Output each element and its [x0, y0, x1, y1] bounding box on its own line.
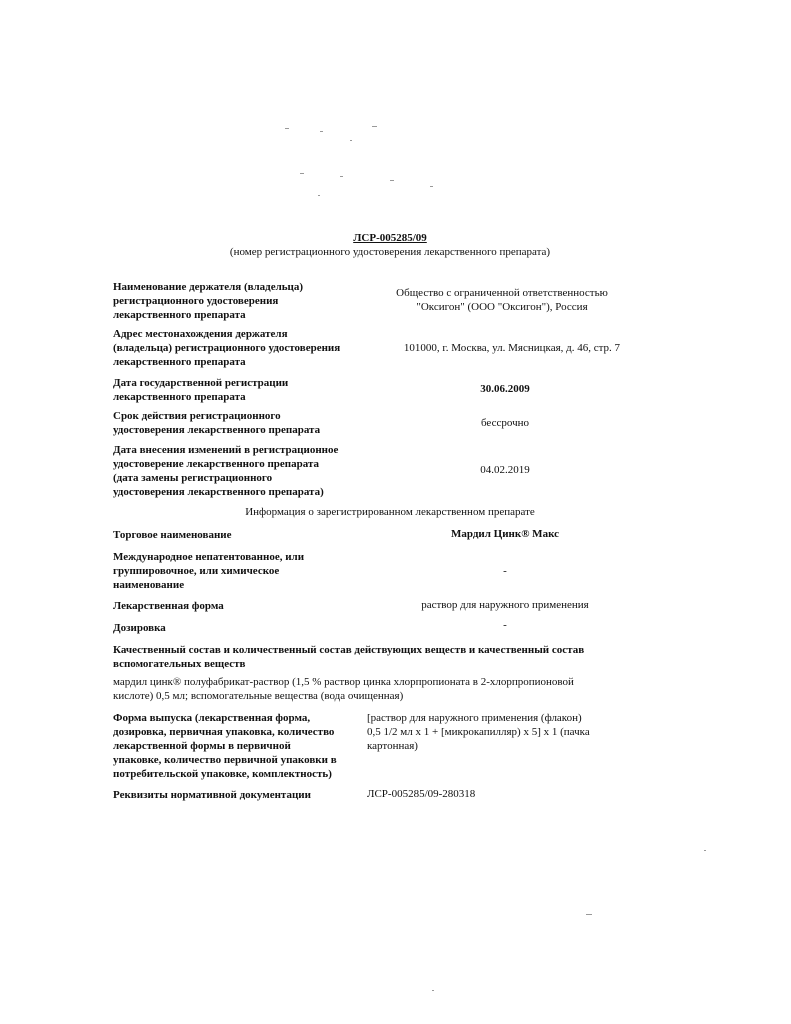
composition-heading-line: вспомогательных веществ [113, 658, 246, 670]
release-form-value-line: картонная) [367, 740, 418, 752]
registration-date-label-line: лекарственного препарата [113, 391, 246, 403]
dosage-form-value: раствор для наружного применения [421, 599, 589, 611]
address-label-line: (владельца) регистрационного удостоверения [113, 342, 341, 354]
release-form-label-line: упаковке, количество первичной упаковки в [113, 754, 337, 766]
holder-value-line: Общество с ограниченной ответственностью [396, 287, 608, 299]
address-label-line: Адрес местонахождения держателя [113, 328, 288, 340]
trade-name-value: Мардил Цинк® Макс [450, 528, 560, 540]
holder-label-line: Наименование держателя (владельца) [113, 281, 304, 293]
validity-value: бессрочно [480, 417, 529, 429]
registration-date-value: 30.06.2009 [480, 383, 530, 395]
changes-date-label-line: (дата замены регистрационного [113, 472, 273, 484]
inn-label-line: группировочное, или химическое [113, 565, 280, 577]
holder-value-line: "Оксигон" (ООО "Оксигон"), Россия [416, 301, 588, 313]
dosage-label: Дозировка [113, 622, 166, 634]
composition-heading-line: Качественный состав и количественный состав действующих веществ и качественный состав [113, 644, 585, 656]
holder-label-line: лекарственного препарата [113, 309, 246, 321]
changes-date-value: 04.02.2019 [480, 464, 530, 476]
changes-date-label-line: Дата внесения изменений в регистрационное [113, 444, 339, 456]
info-heading: Информация о зарегистрированном лекарственном препарате [245, 506, 535, 518]
composition-text-line: мардил цинк® полуфабрикат-раствор (1,5 % раствор цинка хлорпропионата в 2-хлорпропионовой [113, 676, 574, 688]
holder-label-line: регистрационного удостоверения [113, 295, 279, 307]
validity-label-line: удостоверения лекарственного препарата [113, 424, 321, 436]
registration-number: ЛСР-005285/09 [353, 232, 427, 244]
release-form-label-line: дозировка, первичная упаковка, количество [113, 726, 335, 738]
changes-date-label-line: удостоверение лекарственного препарата [113, 458, 320, 470]
changes-date-label-line: удостоверения лекарственного препарата) [113, 486, 324, 498]
composition-text-line: кислоте) 0,5 мл; вспомогательные вещества (вода очищенная) [113, 690, 404, 702]
registration-number-caption: (номер регистрационного удостоверения лекарственного препарата) [229, 246, 551, 258]
release-form-label-line: потребительской упаковке, комплектность) [113, 768, 332, 780]
registration-date-label-line: Дата государственной регистрации [113, 377, 289, 389]
inn-label-line: Международное непатентованное, или [113, 551, 305, 563]
dosage-form-label: Лекарственная форма [113, 600, 224, 612]
validity-label-line: Срок действия регистрационного [113, 410, 281, 422]
normdoc-value: ЛСР-005285/09-280318 [367, 788, 476, 800]
release-form-label-line: лекарственной формы в первичной [113, 740, 291, 752]
dosage-value: - [503, 619, 507, 631]
inn-label-line: наименование [113, 579, 185, 591]
inn-value: - [503, 565, 507, 577]
trade-name-label: Торговое наименование [113, 529, 232, 541]
release-form-value-line: 0,5 1/2 мл x 1 + [микрокапилляр) x 5] x 1 (пачка [367, 726, 590, 738]
release-form-label-line: Форма выпуска (лекарственная форма, [113, 712, 311, 724]
address-label-line: лекарственного препарата [113, 356, 246, 368]
normdoc-label: Реквизиты нормативной документации [113, 789, 311, 801]
release-form-value-line: [раствор для наружного применения (флакон) [367, 712, 582, 724]
address-value: 101000, г. Москва, ул. Мясницкая, д. 46, стр. 7 [403, 342, 621, 354]
